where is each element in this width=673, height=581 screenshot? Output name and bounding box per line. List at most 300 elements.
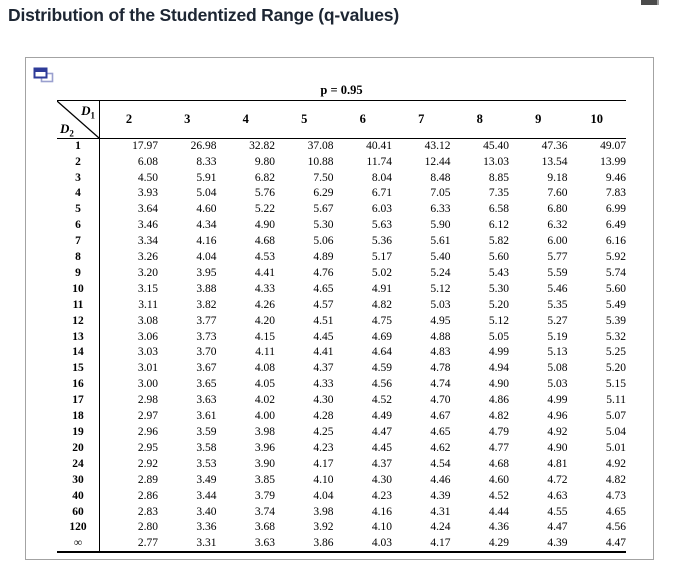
q-value-cell: 6.32	[547, 219, 568, 232]
q-value-cell: 7.83	[605, 187, 626, 200]
q-value-cell: 2.96	[137, 426, 158, 439]
q-value-cell: 40.41	[366, 139, 392, 152]
q-table-body	[57, 139, 626, 553]
q-value-cell: 4.08	[254, 362, 275, 375]
q-value-cell: 5.07	[605, 410, 626, 423]
q-value-cell: 4.89	[313, 251, 334, 264]
column-header: 2	[100, 101, 159, 139]
row-label: 20	[57, 441, 100, 457]
row-label: 16	[57, 377, 100, 393]
q-value-cell: 4.82	[371, 298, 392, 311]
q-value-cell: 9.18	[547, 171, 568, 184]
q-value-cell: 6.58	[488, 203, 509, 216]
table-row	[57, 345, 626, 361]
q-value-cell: 4.36	[488, 521, 509, 534]
q-value-cell: 2.89	[137, 473, 158, 486]
q-value-cell: 3.49	[196, 473, 217, 486]
table-row	[57, 425, 626, 441]
q-value-cell: 5.15	[605, 378, 626, 391]
q-value-cell: 2.98	[137, 394, 158, 407]
table-row	[57, 504, 626, 520]
q-value-cell: 4.10	[371, 521, 392, 534]
q-value-cell: 3.34	[137, 235, 158, 248]
q-value-cell: 4.39	[430, 489, 451, 502]
q-value-cell: 5.12	[430, 282, 451, 295]
q-value-cell: 7.60	[547, 187, 568, 200]
window-fragment-bar	[641, 0, 657, 5]
q-value-cell: 3.98	[254, 426, 275, 439]
q-value-cell: 4.90	[547, 441, 568, 454]
q-value-cell: 7.35	[488, 187, 509, 200]
q-value-cell: 4.15	[254, 330, 275, 343]
row-label: 10	[57, 282, 100, 298]
table-row	[57, 441, 626, 457]
q-value-cell: 5.04	[605, 426, 626, 439]
q-value-cell: 6.03	[371, 203, 392, 216]
q-value-cell: 4.74	[430, 378, 451, 391]
q-value-cell: 4.47	[605, 536, 626, 549]
q-value-cell: 5.76	[254, 187, 275, 200]
q-value-cell: 4.95	[430, 314, 451, 327]
q-value-cell: 5.12	[488, 314, 509, 327]
row-label: 2	[57, 154, 100, 170]
q-value-cell: 5.06	[313, 235, 334, 248]
q-value-cell: 4.25	[313, 426, 334, 439]
q-value-cell: 4.96	[547, 410, 568, 423]
row-label: 6	[57, 218, 100, 234]
q-value-cell: 6.16	[605, 235, 626, 248]
q-value-cell: 3.70	[196, 346, 217, 359]
q-value-cell: 5.25	[605, 346, 626, 359]
column-header: 8	[451, 101, 510, 139]
q-value-cell: 5.08	[547, 362, 568, 375]
q-value-cell: 4.52	[371, 394, 392, 407]
q-value-cell: 5.36	[371, 235, 392, 248]
q-value-cell: 4.76	[313, 266, 334, 279]
q-value-cell: 4.31	[430, 505, 451, 518]
q-value-cell: 4.51	[313, 314, 334, 327]
q-value-cell: 5.35	[547, 298, 568, 311]
q-value-cell: 4.59	[371, 362, 392, 375]
q-value-cell: 3.63	[196, 394, 217, 407]
q-value-cell: 6.12	[488, 219, 509, 232]
q-value-cell: 4.83	[430, 346, 451, 359]
q-value-cell: 4.41	[254, 266, 275, 279]
q-value-cell: 3.01	[137, 362, 158, 375]
q-value-cell: 4.20	[254, 314, 275, 327]
q-value-cell: 3.44	[196, 489, 217, 502]
q-value-cell: 4.16	[196, 235, 217, 248]
column-header: 9	[509, 101, 568, 139]
q-value-cell: 5.49	[605, 298, 626, 311]
q-value-cell: 3.90	[254, 457, 275, 470]
row-label: 4	[57, 186, 100, 202]
table-row	[57, 218, 626, 234]
q-value-cell: 3.93	[137, 187, 158, 200]
row-label: 40	[57, 488, 100, 504]
row-label: 19	[57, 425, 100, 441]
q-value-cell: 3.20	[137, 266, 158, 279]
table-row	[57, 313, 626, 329]
q-value-cell: 4.45	[313, 330, 334, 343]
q-value-cell: 4.33	[254, 282, 275, 295]
q-value-cell: 5.90	[430, 219, 451, 232]
row-label: 8	[57, 250, 100, 266]
q-value-cell: 4.47	[547, 521, 568, 534]
q-value-cell: 4.63	[547, 489, 568, 502]
row-label: 60	[57, 504, 100, 520]
q-value-cell: 4.65	[313, 282, 334, 295]
table-row	[57, 266, 626, 282]
q-value-cell: 4.30	[313, 394, 334, 407]
table-row	[57, 250, 626, 266]
q-value-cell: 5.03	[547, 378, 568, 391]
q-value-cell: 6.29	[313, 187, 334, 200]
q-value-cell: 4.73	[605, 489, 626, 502]
q-value-cell: 4.72	[547, 473, 568, 486]
q-value-cell: 5.03	[430, 298, 451, 311]
q-value-cell: 2.95	[137, 441, 158, 454]
table-row	[57, 457, 626, 473]
q-value-cell: 3.61	[196, 410, 217, 423]
q-value-cell: 6.49	[605, 219, 626, 232]
q-value-cell: 4.49	[371, 410, 392, 423]
q-value-cell: 4.30	[371, 473, 392, 486]
row-label: 120	[57, 520, 100, 536]
q-value-cell: 4.46	[430, 473, 451, 486]
q-value-cell: 2.86	[137, 489, 158, 502]
q-value-cell: 4.45	[371, 441, 392, 454]
q-value-cell: 5.20	[488, 298, 509, 311]
q-value-cell: 4.28	[313, 410, 334, 423]
q-value-cell: 6.08	[137, 155, 158, 168]
q-value-cell: 3.98	[313, 505, 334, 518]
q-value-cell: 4.94	[488, 362, 509, 375]
q-value-cell: 13.03	[483, 155, 509, 168]
q-value-cell: 3.00	[137, 378, 158, 391]
q-value-cell: 8.48	[430, 171, 451, 184]
row-label: 14	[57, 345, 100, 361]
table-row	[57, 361, 626, 377]
q-value-cell: 4.88	[430, 330, 451, 343]
overlapping-windows-icon	[33, 67, 55, 84]
q-value-cell: 4.56	[371, 378, 392, 391]
table-row	[57, 139, 626, 155]
q-value-cell: 5.19	[547, 330, 568, 343]
q-value-cell: 3.86	[313, 536, 334, 549]
q-value-cell: 3.88	[196, 282, 217, 295]
q-value-cell: 45.40	[483, 139, 509, 152]
q-value-cell: 5.63	[371, 219, 392, 232]
q-value-cell: 4.54	[430, 457, 451, 470]
q-value-cell: 4.29	[488, 536, 509, 549]
q-value-cell: 49.07	[600, 139, 626, 152]
q-value-cell: 10.88	[307, 155, 334, 168]
q-value-cell: 7.50	[313, 171, 334, 184]
q-value-cell: 3.03	[137, 346, 158, 359]
q-value-cell: 4.81	[547, 457, 568, 470]
q-value-cell: 4.41	[313, 346, 334, 359]
q-value-cell: 6.00	[547, 235, 568, 248]
q-value-cell: 8.04	[371, 171, 392, 184]
q-value-cell: 4.57	[313, 298, 334, 311]
d2-header-label: $D_2$	[60, 121, 74, 139]
q-value-cell: 5.74	[605, 266, 626, 279]
p-value-label: p = 0.95	[320, 83, 363, 97]
q-value-cell: 4.23	[313, 441, 334, 454]
q-value-cell: 3.31	[196, 536, 217, 549]
q-value-cell: 5.59	[547, 266, 568, 279]
q-value-cell: 3.40	[196, 505, 217, 518]
q-value-cell: 37.08	[307, 139, 334, 152]
q-value-cell: 3.26	[137, 251, 158, 264]
q-value-cell: 5.13	[547, 346, 568, 359]
q-value-cell: 3.58	[196, 441, 217, 454]
row-label: 17	[57, 393, 100, 409]
q-value-cell: 3.79	[254, 489, 275, 502]
q-value-cell: 9.80	[254, 155, 275, 168]
q-value-cell: 43.12	[424, 139, 451, 152]
q-value-cell: 2.97	[137, 410, 158, 423]
q-value-cell: 4.91	[371, 282, 392, 295]
table-row	[57, 536, 626, 552]
q-value-cell: 5.24	[430, 266, 451, 279]
q-value-cell: 5.02	[371, 266, 392, 279]
row-label: 13	[57, 329, 100, 345]
d1-header-label: $D_1$	[81, 103, 95, 121]
row-label: 5	[57, 202, 100, 218]
q-value-cell: 5.91	[196, 171, 217, 184]
column-header: 5	[275, 101, 334, 139]
table-row	[57, 393, 626, 409]
q-value-cell: 3.85	[254, 473, 275, 486]
q-value-cell: 4.10	[313, 473, 334, 486]
q-value-cell: 2.80	[137, 521, 158, 534]
row-label: ∞	[57, 536, 100, 552]
column-header: 10	[568, 101, 627, 139]
q-value-cell: 4.44	[488, 505, 509, 518]
q-value-cell: 5.30	[488, 282, 509, 295]
q-value-cell: 5.46	[547, 282, 568, 295]
q-value-cell: 3.46	[137, 219, 158, 232]
q-value-cell: 4.52	[488, 489, 509, 502]
q-value-cell: 2.92	[137, 457, 158, 470]
q-value-cell: 3.92	[313, 521, 334, 534]
table-row	[57, 234, 626, 250]
q-value-cell: 7.05	[430, 187, 451, 200]
q-value-cell: 4.24	[430, 521, 451, 534]
corner-cell	[57, 101, 100, 139]
q-value-cell: 5.32	[605, 330, 626, 343]
q-value-cell: 5.20	[605, 362, 626, 375]
row-label: 7	[57, 234, 100, 250]
q-value-cell: 8.33	[196, 155, 217, 168]
q-value-cell: 4.90	[254, 219, 275, 232]
q-value-cell: 5.22	[254, 203, 275, 216]
q-value-cell: 3.82	[196, 298, 217, 311]
row-label: 18	[57, 409, 100, 425]
row-label: 11	[57, 298, 100, 314]
q-value-cell: 4.04	[313, 489, 334, 502]
q-value-cell: 4.77	[488, 441, 509, 454]
q-value-cell: 4.23	[371, 489, 392, 502]
q-value-cell: 3.06	[137, 330, 158, 343]
q-value-cell: 13.99	[600, 155, 626, 168]
q-value-cell: 4.02	[254, 394, 275, 407]
q-value-cell: 4.04	[196, 251, 217, 264]
q-value-cell: 3.68	[254, 521, 275, 534]
q-value-cell: 4.99	[488, 346, 509, 359]
q-value-cell: 3.73	[196, 330, 217, 343]
q-value-cell: 4.68	[488, 457, 509, 470]
header-row	[57, 101, 626, 139]
q-value-cell: 4.99	[547, 394, 568, 407]
q-value-cell: 4.75	[371, 314, 392, 327]
q-value-cell: 4.62	[430, 441, 451, 454]
q-table	[57, 100, 626, 553]
row-label: 9	[57, 266, 100, 282]
q-value-cell: 4.65	[605, 505, 626, 518]
q-value-cell: 8.85	[488, 171, 509, 184]
table-row	[57, 298, 626, 314]
q-value-cell: 2.83	[137, 505, 158, 518]
q-value-cell: 3.64	[137, 203, 158, 216]
q-value-cell: 4.69	[371, 330, 392, 343]
row-label: 24	[57, 457, 100, 473]
table-row	[57, 409, 626, 425]
table-row	[57, 186, 626, 202]
q-value-cell: 9.46	[605, 171, 626, 184]
q-value-cell: 4.70	[430, 394, 451, 407]
table-row	[57, 329, 626, 345]
table-row	[57, 520, 626, 536]
q-value-cell: 6.82	[254, 171, 275, 184]
q-value-cell: 4.17	[313, 457, 334, 470]
q-value-cell: 5.17	[371, 251, 392, 264]
q-value-cell: 11.74	[366, 155, 392, 168]
row-label: 30	[57, 473, 100, 489]
q-value-cell: 5.39	[605, 314, 626, 327]
q-value-cell: 3.74	[254, 505, 275, 518]
column-header: 4	[217, 101, 276, 139]
q-value-cell: 5.01	[605, 441, 626, 454]
q-value-cell: 12.44	[424, 155, 451, 168]
q-value-cell: 3.63	[254, 536, 275, 549]
q-value-cell: 6.99	[605, 203, 626, 216]
q-value-cell: 3.59	[196, 426, 217, 439]
q-value-cell: 4.56	[605, 521, 626, 534]
q-value-cell: 4.05	[254, 378, 275, 391]
q-value-cell: 4.00	[254, 410, 275, 423]
q-value-cell: 4.03	[371, 536, 392, 549]
q-value-cell: 5.92	[605, 251, 626, 264]
page-title: Distribution of the Studentized Range (q-values)	[8, 5, 399, 25]
q-value-cell: 3.77	[196, 314, 217, 327]
q-value-cell: 5.05	[488, 330, 509, 343]
q-value-cell: 4.82	[605, 473, 626, 486]
q-value-cell: 5.30	[313, 219, 334, 232]
q-value-cell: 3.67	[196, 362, 217, 375]
q-value-cell: 4.67	[430, 410, 451, 423]
q-value-cell: 5.77	[547, 251, 568, 264]
table-row	[57, 282, 626, 298]
q-value-cell: 6.71	[371, 187, 392, 200]
table-row	[57, 377, 626, 393]
q-value-cell: 4.65	[430, 426, 451, 439]
q-value-cell: 4.92	[547, 426, 568, 439]
q-value-cell: 5.11	[606, 394, 626, 407]
q-value-cell: 4.55	[547, 505, 568, 518]
q-value-cell: 47.36	[541, 139, 568, 152]
table-row	[57, 473, 626, 489]
table-row	[57, 170, 626, 186]
q-value-cell: 5.60	[605, 282, 626, 295]
q-value-cell: 6.33	[430, 203, 451, 216]
q-value-cell: 3.95	[196, 266, 217, 279]
q-value-cell: 5.27	[547, 314, 568, 327]
q-value-cell: 3.08	[137, 314, 158, 327]
q-value-cell: 5.61	[430, 235, 451, 248]
table-row	[57, 202, 626, 218]
q-value-cell: 4.90	[488, 378, 509, 391]
q-value-cell: 4.53	[254, 251, 275, 264]
table-row	[57, 488, 626, 504]
q-value-cell: 13.54	[541, 155, 568, 168]
q-value-cell: 4.92	[605, 457, 626, 470]
q-value-cell: 2.77	[137, 536, 158, 549]
q-value-cell: 4.60	[196, 203, 217, 216]
q-value-cell: 4.78	[430, 362, 451, 375]
q-value-cell: 5.67	[313, 203, 334, 216]
column-header: 3	[158, 101, 217, 139]
q-value-cell: 6.80	[547, 203, 568, 216]
q-value-cell: 4.16	[371, 505, 392, 518]
q-value-cell: 3.65	[196, 378, 217, 391]
q-value-cell: 4.37	[313, 362, 334, 375]
table-row	[57, 154, 626, 170]
q-value-cell: 5.82	[488, 235, 509, 248]
row-label: 1	[57, 139, 100, 155]
q-value-cell: 4.39	[547, 536, 568, 549]
q-value-cell: 4.47	[371, 426, 392, 439]
q-value-cell: 4.50	[137, 171, 158, 184]
q-value-cell: 3.11	[138, 298, 158, 311]
q-value-cell: 5.40	[430, 251, 451, 264]
q-value-cell: 5.04	[196, 187, 217, 200]
q-value-cell: 17.97	[132, 139, 158, 152]
q-value-cell: 4.79	[488, 426, 509, 439]
q-value-cell: 4.82	[488, 410, 509, 423]
q-value-cell: 4.64	[371, 346, 392, 359]
row-label: 15	[57, 361, 100, 377]
row-label: 3	[57, 170, 100, 186]
q-value-cell: 3.96	[254, 441, 275, 454]
q-value-cell: 5.43	[488, 266, 509, 279]
q-value-cell: 26.98	[190, 139, 217, 152]
column-header: 7	[392, 101, 451, 139]
q-value-cell: 5.60	[488, 251, 509, 264]
restore-window-icon[interactable]	[33, 67, 55, 84]
row-label: 12	[57, 313, 100, 329]
column-header: 6	[334, 101, 393, 139]
q-value-cell: 4.37	[371, 457, 392, 470]
q-value-cell: 3.15	[137, 282, 158, 295]
content-panel	[25, 57, 654, 560]
q-value-cell: 4.86	[488, 394, 509, 407]
q-value-cell: 4.11	[255, 346, 275, 359]
q-value-cell: 32.82	[249, 139, 275, 152]
q-value-cell: 4.34	[196, 219, 217, 232]
